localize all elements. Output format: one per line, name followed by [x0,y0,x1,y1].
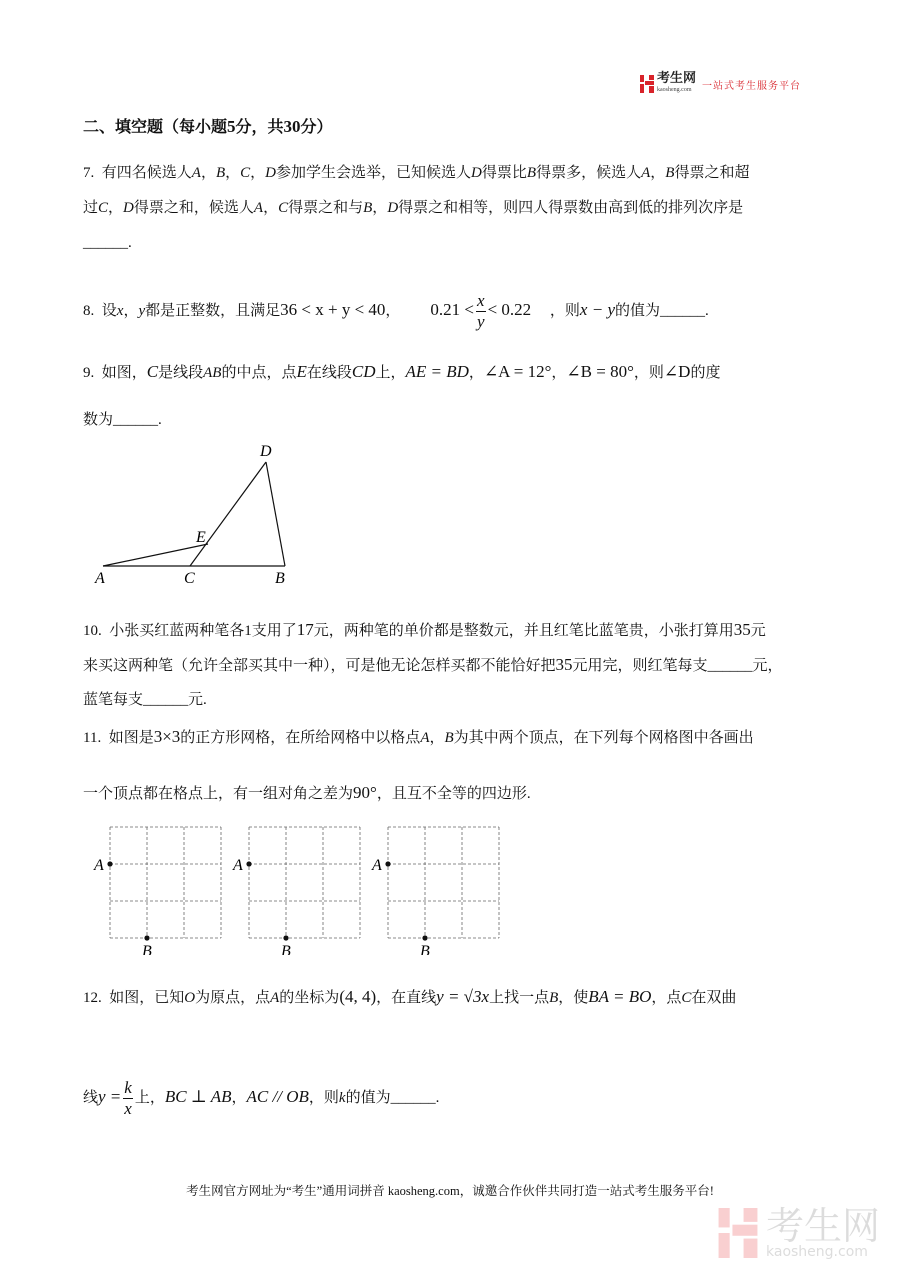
text-segment: ， [250,165,266,181]
label-b: B [420,943,430,955]
math-expression: 30 [283,117,301,136]
fraction [123,1078,133,1119]
point-b [144,935,149,940]
text-segment: 8. 设 [83,302,117,319]
text-segment: 得票之和相等，则四人得票数由高到低的排列次序是 [398,200,744,216]
text-segment: 的值为______. [614,302,709,319]
math-expression: CD [351,362,376,381]
text-segment: ， [200,165,216,181]
text-segment: ，且互不全等的四边形. [376,786,531,802]
text-segment: 得票之和，候选人 [133,200,254,216]
logo-slogan: 一站式考生服务平台 [702,80,802,92]
question-line [83,783,531,804]
text-segment: 数为______. [83,412,162,428]
point-a [385,861,390,866]
question-line [83,690,207,710]
math-expression: D [265,165,277,181]
text-segment: ， [385,302,431,319]
question-line [83,727,754,748]
segment-db [266,462,285,566]
text-segment: 的度 [690,365,721,381]
math-expression: x [116,302,124,319]
math-expression: y [138,302,146,319]
denominator: x [124,1099,132,1118]
math-expression: 5 [227,117,236,136]
math-expression: A [641,165,651,181]
math-expression: BC ⊥ AB [164,1086,232,1106]
math-expression: C [146,362,159,381]
text-segment: 是线段 [158,365,204,381]
text-segment: ， [650,165,666,181]
text-segment: 11. 如图是 [83,730,154,746]
label-a: A [372,857,382,874]
label-c: C [184,570,195,587]
text-segment: ，点 [651,990,682,1006]
math-expression: AE = BD [405,362,469,381]
math-expression: (4, 4) [339,987,377,1006]
math-expression: BA = BO [588,987,652,1006]
text-segment: 二、填空题（每小题 [83,119,228,136]
numerator: k [124,1078,132,1097]
text-segment: ， [225,165,241,181]
math-expression: y = √3x [436,987,490,1006]
math-expression: E [296,362,307,381]
text-segment: 元 [750,623,766,639]
text-segment: ，使 [558,990,589,1006]
question-line [83,362,720,383]
text-segment: 10. 小张买红蓝两种笔各 [83,623,245,639]
question-line [83,620,766,641]
text-segment: 得票之和超 [674,165,750,181]
math-expression: 35 [733,620,751,639]
math-expression: C [98,200,109,216]
text-segment: ，在直线 [376,990,437,1006]
math-expression: A [191,165,201,181]
text-segment: 蓝笔每支______元. [83,692,207,708]
math-expression: 17 [296,620,314,639]
math-expression: B [215,165,226,181]
text-segment: 为原点，点 [195,990,271,1006]
text-segment: 分） [300,119,333,136]
header-logo [640,72,801,96]
text-segment: 过 [83,200,99,216]
text-segment: ，则 [633,365,664,381]
text-segment: 的值为______. [345,1089,440,1106]
text-segment: 一个顶点都在格点上，有一组对角之差为 [83,786,354,802]
math-expression: 3×3 [153,727,181,746]
figure-q9-triangle [90,440,300,590]
text-segment: 得票之和与 [288,200,364,216]
math-expression: C [278,200,289,216]
text-segment: ， [468,365,484,381]
text-segment: ，则 [308,1089,339,1106]
question-line [83,233,132,253]
math-expression: 0.21 < [430,299,475,319]
math-expression: B [526,165,537,181]
math-expression: A [253,200,264,216]
math-expression: B [444,730,454,746]
text-segment: 支用了 [251,623,297,639]
text-segment: 在线段 [306,365,352,381]
question-line [83,163,749,183]
math-expression: A [270,990,280,1006]
text-segment: ， [429,730,445,746]
text-segment: 的正方形网格，在所给网格中以格点 [180,730,421,746]
math-expression: B [549,990,559,1006]
text-segment: 9. 如图， [83,365,147,381]
grid-figure-1[interactable] [90,815,230,955]
logo-brand: 考生网 kaosheng.com [657,70,697,93]
text-segment: ， [108,200,124,216]
watermark-logo-icon [716,1208,760,1258]
logo-mark-icon [640,75,654,93]
math-expression: O [184,990,196,1006]
math-expression: 90° [353,783,377,802]
text-segment: 7. 有四名候选人 [83,165,192,181]
question-line [83,1078,439,1119]
text-segment: 来买这两种笔（允许全部买其中一种），可是他无论怎样买都不能恰好把 [83,658,556,674]
text-segment: 元，两种笔的单价都是整数元，并且红笔比蓝笔贵，小张打算用 [313,623,734,639]
fraction [476,291,486,332]
text-segment: 得票比 [481,165,527,181]
math-expression: AC // OB [246,1086,309,1106]
math-expression: 36 < x + y < 40 [280,299,386,319]
text-segment: ______. [83,235,132,251]
math-expression: k [338,1089,346,1106]
point-a [107,861,112,866]
label-a: A [233,857,243,874]
denominator: y [477,312,485,331]
question-line [83,987,736,1008]
label-a: A [94,857,104,874]
point-b [283,935,288,940]
question-line [83,410,162,430]
numerator: x [477,291,485,310]
label-d: D [260,443,272,460]
math-expression: B [665,165,675,181]
text-segment: 上找一点 [489,990,550,1006]
watermark: 考生网 kaosheng.com [716,1207,880,1259]
math-expression: C [681,990,692,1006]
text-segment: 都是正整数，且满足 [145,302,281,319]
math-expression: < 0.22 [487,299,532,319]
text-segment: ， [551,365,567,381]
question-line [83,655,783,676]
text-segment: 上， [134,1089,165,1106]
text-segment: ， [123,302,139,319]
question-line [83,291,709,332]
label-b: B [275,570,285,587]
math-expression: A [420,730,430,746]
text-segment: ，则 [531,302,580,319]
math-expression: x − y [579,299,615,319]
math-expression: ∠B = 80° [566,362,634,381]
text-segment: 分，共 [235,119,284,136]
label-b: B [142,943,152,955]
segment-cd [190,462,266,566]
text-segment: 的坐标为 [279,990,340,1006]
math-expression: 35 [555,655,573,674]
text-segment: 得票多，候选人 [536,165,642,181]
math-expression: D [387,200,399,216]
math-expression: AB [203,365,222,381]
label-e: E [196,529,206,546]
footer-text: 考生网官方网址为“考生”通用词拼音 kaosheng.com，诚邀合作伙伴共同打造一站式考生服务平台! [186,1184,714,1198]
grid-figure-2[interactable] [229,815,369,955]
math-expression: C [240,165,251,181]
math-expression: y = [98,1086,122,1106]
text-segment: 12. 如图，已知 [83,990,185,1006]
text-segment: 的中点，点 [221,365,297,381]
point-a [246,861,251,866]
text-segment: ， [263,200,279,216]
question-line [83,198,743,218]
math-expression: D [123,200,134,216]
math-expression: B [363,200,373,216]
text-segment: 线 [83,1089,99,1106]
label-a: A [95,570,105,587]
text-segment: 元用完，则红笔每支______元， [572,658,783,674]
label-b: B [281,943,291,955]
math-expression: D [471,165,482,181]
section-title [83,117,333,138]
text-segment: 1 [244,623,252,639]
text-segment: ， [372,200,388,216]
text-segment: ， [231,1089,247,1106]
grid-figure-3[interactable] [368,815,508,955]
text-segment: 上， [375,365,406,381]
text-segment: 为其中两个顶点，在下列每个网格图中各画出 [453,730,754,746]
math-expression: ∠D [663,362,691,381]
point-b [422,935,427,940]
text-segment: 参加学生会选举，已知候选人 [276,165,472,181]
math-expression: ∠A = 12° [483,362,552,381]
text-segment: 在双曲 [691,990,737,1006]
